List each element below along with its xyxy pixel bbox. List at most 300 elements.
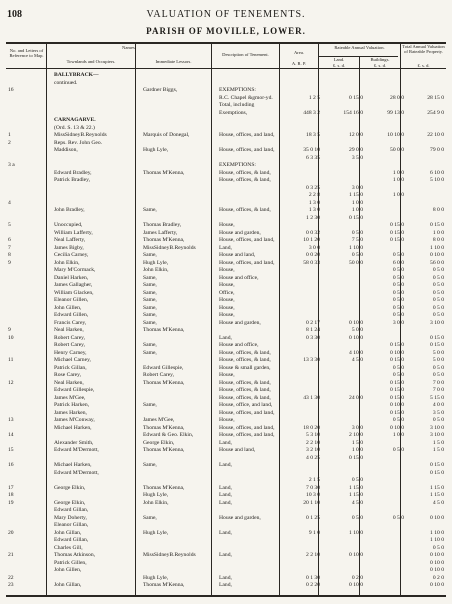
buildings-valuation: 50 0 0 <box>390 147 404 153</box>
lessor-name: Edward & Geo. Elkin, <box>143 432 194 438</box>
lessor-name: Thomas M'Kenna, <box>143 424 185 431</box>
area-value: 8 1 24 <box>306 327 320 333</box>
area-value: 58 0 33 <box>303 259 320 266</box>
occupier-name: John Bradley, <box>54 207 85 213</box>
occupier-name: Michael Harken, <box>54 462 92 468</box>
lessor-name: Gardner Biggs, <box>143 87 178 93</box>
occupier-name: Neal Harken, <box>54 327 84 333</box>
tenement-description: House & small garden, <box>219 364 271 371</box>
tenement-description: Land, <box>219 529 232 536</box>
lessor-name: Same, <box>143 297 157 303</box>
occupier-name: Edward Bradley, <box>54 169 92 176</box>
buildings-valuation: 0 15 0 <box>390 409 404 416</box>
tenement-description: House, offices, & land, <box>219 357 271 363</box>
land-valuation: 3 0 0 <box>351 424 363 431</box>
area-value: 0 3 30 <box>306 334 320 341</box>
lessor-name: Marquis of Donegal, <box>143 132 190 138</box>
table-top-rule <box>6 42 446 44</box>
land-valuation: 0 5 0 <box>351 477 363 483</box>
buildings-valuation: 3 0 0 <box>392 319 404 326</box>
occupier-name: John Gillen, <box>54 304 82 311</box>
reference-number: 19 <box>8 499 14 506</box>
tenement-description: House, offices, and land, <box>219 237 275 243</box>
tenement-description: R.C. Chapel &gmor-yd. <box>219 94 273 101</box>
occupier-name: Neal Lafferty, <box>54 237 86 243</box>
land-valuation: 7 5 0 <box>351 237 363 243</box>
total-valuation: 7 0 0 <box>432 379 444 386</box>
area-value: 7 0 30 <box>306 484 320 491</box>
header-no: No. and Letters of Reference to Map. <box>9 48 44 59</box>
buildings-valuation: 0 10 0 <box>390 349 404 356</box>
occupier-name: James Gallagher, <box>54 282 93 288</box>
reference-number: 4 <box>8 199 11 206</box>
tenement-description: House, offices, and land, <box>219 259 275 266</box>
tenement-description: House, offices, & land, <box>219 177 271 183</box>
tenement-description: House, offices, and land, <box>219 147 275 153</box>
land-valuation: 1 0 0 <box>351 199 363 206</box>
occupier-name: James Bigby, <box>54 244 84 251</box>
occupier-name: Henry Carney, <box>54 349 87 356</box>
total-valuation: 4 5 0 <box>432 499 444 506</box>
occupier-name: Michael Harken, <box>54 424 92 431</box>
occupier-name: William Glacken, <box>54 289 94 296</box>
total-valuation: 1 5 0 <box>432 447 444 453</box>
lessor-name: Same, <box>143 274 157 281</box>
reference-number: 10 <box>8 334 14 341</box>
total-valuation: 0 10 0 <box>430 567 444 573</box>
land-valuation: 4 10 0 <box>349 349 363 356</box>
tenement-description: House and garden, <box>219 229 261 236</box>
occupier-name: John Gillan, <box>54 582 82 588</box>
lessor-name: John Elkin, <box>143 267 169 273</box>
occupier-name: Mary M'Cormack, <box>54 267 96 273</box>
land-valuation: 1 0 0 <box>351 207 363 213</box>
buildings-valuation: 28 0 0 <box>390 94 404 101</box>
land-valuation: 0 15 0 <box>349 94 363 101</box>
lessor-name: Edward Gillespie, <box>143 364 184 371</box>
buildings-valuation: 0 10 0 <box>390 402 404 408</box>
total-valuation: 0 10 0 <box>430 552 444 558</box>
lessor-name: Same, <box>143 349 157 356</box>
area-value: 35 0 10 <box>303 147 320 153</box>
occupier-name: Edward M'Dermott, <box>54 469 99 476</box>
land-valuation: 0 5 0 <box>351 229 363 236</box>
header-buildings: Buildings. <box>370 57 390 62</box>
buildings-valuation: 0 10 0 <box>390 424 404 431</box>
area-value: 1 3 0 <box>308 199 320 206</box>
occupier-name: CARNAGARVE. <box>54 117 96 123</box>
occupier-name: (Ord. S. 13 & 22.) <box>54 124 95 131</box>
buildings-valuation: 0 15 0 <box>390 229 404 236</box>
total-valuation: 0 15 0 <box>430 462 444 468</box>
reference-number: 16 <box>8 87 14 93</box>
area-value: 6 3 35 <box>306 154 320 161</box>
buildings-valuation: 1 0 0 <box>392 169 404 176</box>
total-valuation: 22 10 0 <box>427 132 444 138</box>
total-valuation: 1 15 0 <box>430 492 444 498</box>
table-row <box>6 580 446 590</box>
lessor-name: Same, <box>143 252 157 258</box>
lessor-name: Thomas M'Kenna, <box>143 582 185 588</box>
lessor-name: Same, <box>143 282 157 288</box>
tenement-description: House, <box>219 282 235 288</box>
total-valuation: 0 10 0 <box>430 514 444 521</box>
occupier-name: James Harken, <box>54 409 87 416</box>
buildings-valuation: 0 15 0 <box>390 387 404 393</box>
land-valuation: 1 0 0 <box>351 447 363 453</box>
buildings-valuation: 0 5 0 <box>392 297 404 303</box>
area-value: 4 0 25 <box>306 454 320 461</box>
occupier-name: Mary Doherty, <box>54 514 87 521</box>
total-valuation: 0 5 0 <box>432 289 444 296</box>
tenement-description: House, <box>219 222 235 228</box>
lessor-name: Same, <box>143 462 157 468</box>
land-valuation: 0 5 0 <box>351 514 363 521</box>
reference-number: 6 <box>8 237 11 243</box>
total-valuation: 0 10 0 <box>430 252 444 258</box>
buildings-valuation: 1 0 0 <box>392 432 404 438</box>
reference-number: 11 <box>8 357 14 363</box>
area-value: 10 3 0 <box>306 492 320 498</box>
tenement-description: House, offices, & land, <box>219 207 271 213</box>
tenement-description: House, offices, and land, <box>219 409 275 416</box>
lessor-name: Thomas M'Kenna, <box>143 327 185 333</box>
occupier-name: Francis Carey, <box>54 319 87 326</box>
occupier-name: Edward Gillan, <box>54 507 89 513</box>
occupier-name: John Elkin, <box>54 259 80 266</box>
buildings-valuation: 0 5 0 <box>392 252 404 258</box>
tenement-description: House, offices, and land, <box>219 432 275 438</box>
occupier-name: Patrick Gillan, <box>54 364 87 371</box>
tenement-description: Land, <box>219 574 232 581</box>
total-valuation: 0 5 0 <box>432 297 444 303</box>
tenement-description: House, offices, and land, <box>219 132 275 138</box>
occupier-name: Edward M'Dermott, <box>54 447 99 453</box>
total-valuation: 0 15 0 <box>430 334 444 341</box>
tenement-description: House, <box>219 312 235 318</box>
total-valuation: 0 5 0 <box>432 544 444 551</box>
lessor-name: James Lafferty, <box>143 229 178 236</box>
occupier-name: Maddison, <box>54 147 78 153</box>
tenement-description: House, <box>219 267 235 273</box>
parish-subtitle: PARISH OF MOVILLE, LOWER. <box>146 26 306 36</box>
reference-number: 12 <box>8 379 14 386</box>
header-area: Area. <box>293 50 305 55</box>
lessor-name: Same, <box>143 342 157 348</box>
area-value: 10 1 20 <box>303 237 320 243</box>
lessor-name: Same, <box>143 319 157 326</box>
land-valuation: 29 0 0 <box>349 147 363 153</box>
reference-number: 20 <box>8 529 14 536</box>
lessor-name: John Elkin, <box>143 499 169 506</box>
tenement-description: Land, <box>219 244 232 251</box>
tenement-description: House and land, <box>219 252 256 258</box>
tenement-description: EXEMPTIONS: <box>219 87 256 93</box>
occupier-name: Edward Gillan, <box>54 537 89 543</box>
reference-number: 7 <box>8 244 11 251</box>
reference-number: 21 <box>8 552 14 558</box>
area-value: 2 1 5 <box>308 477 320 483</box>
area-value: 1 3 0 <box>308 207 320 213</box>
land-valuation: 0 10 0 <box>349 582 363 588</box>
land-valuation: 50 0 0 <box>349 259 363 266</box>
area-value: 13 3 30 <box>303 357 320 363</box>
area-value: 18 0 20 <box>303 424 320 431</box>
occupier-name: Patrick Gillen, <box>54 559 87 566</box>
tenement-description: House and land, <box>219 447 256 453</box>
tenement-description: House, offices, & land, <box>219 387 271 393</box>
tenement-description: EXEMPTIONS: <box>219 162 256 168</box>
header-description: Description of Tenement. <box>222 52 269 57</box>
lessor-name: Thomas M'Kenna, <box>143 169 185 176</box>
header-rateable: Rateable Annual Valuation. <box>334 45 385 50</box>
land-valuation: 1 5 0 <box>351 439 363 446</box>
area-value: 1 2 5 <box>308 94 320 101</box>
area-value: 0 1 30 <box>306 574 320 581</box>
page-title: VALUATION OF TENEMENTS. <box>146 9 306 20</box>
buildings-valuation: 0 5 0 <box>392 312 404 318</box>
land-valuation: 24 0 0 <box>349 394 363 401</box>
lessor-name: MissSidneyB.Reynolds <box>143 552 196 558</box>
reference-number: 9 <box>8 259 11 266</box>
total-valuation: 5 0 0 <box>432 349 444 356</box>
lessor-name: Same, <box>143 402 157 408</box>
buildings-valuation: 0 15 0 <box>390 379 404 386</box>
tenement-description: House and office, <box>219 342 259 348</box>
total-valuation: 0 15 0 <box>430 469 444 476</box>
total-valuation: 3 10 0 <box>430 424 444 431</box>
land-valuation: 1 10 0 <box>349 529 363 536</box>
buildings-valuation: 0 15 0 <box>390 357 404 363</box>
tenement-description: House, offices, & land, <box>219 349 271 356</box>
reference-number: 14 <box>8 432 14 438</box>
header-lessors: Immediate Lessors. <box>155 59 192 64</box>
total-valuation: 0 10 0 <box>430 582 444 588</box>
total-valuation: 0 5 0 <box>432 274 444 281</box>
total-valuation: 3 10 0 <box>430 319 444 326</box>
lessor-name: MissSidneyB.Reynolds <box>143 244 196 251</box>
lessor-name: Same, <box>143 289 157 296</box>
area-value: 0 3 25 <box>306 184 320 191</box>
total-valuation: 0 10 0 <box>430 559 444 566</box>
occupier-name: Unoccupied, <box>54 222 83 228</box>
total-valuation: 5 10 0 <box>430 177 444 183</box>
total-valuation: 1 10 0 <box>430 537 444 543</box>
occupier-name: James M'Gee, <box>54 394 86 401</box>
total-valuation: 3 5 0 <box>432 409 444 416</box>
lessor-name: George Elkin, <box>143 439 175 446</box>
total-valuation: 8 0 0 <box>432 207 444 213</box>
tenement-description: Exemptions, <box>219 109 248 116</box>
occupier-name: Michael Carney, <box>54 357 91 363</box>
occupier-name: William Lafferty, <box>54 229 93 236</box>
area-value: 2 2 10 <box>306 552 320 558</box>
lessor-name: Same, <box>143 207 157 213</box>
tenement-description: House and garden, <box>219 319 261 326</box>
total-valuation: 0 5 0 <box>432 372 444 378</box>
tenement-description: House, <box>219 417 235 423</box>
area-value: 20 1 10 <box>303 499 320 506</box>
buildings-valuation: 0 5 0 <box>392 417 404 423</box>
occupier-name: Neal Harken, <box>54 379 84 386</box>
reference-number: 2 <box>8 139 11 146</box>
reference-number: 17 <box>8 484 14 491</box>
area-value: 0 2 20 <box>306 582 320 588</box>
total-valuation: 8 0 0 <box>432 237 444 243</box>
lessor-name: Hugh Lyle, <box>143 529 169 536</box>
reference-number: 13 <box>8 417 14 423</box>
land-valuation: 154 16 0 <box>343 109 363 116</box>
land-valuation: 4 5 0 <box>351 499 363 506</box>
area-value: 43 1 30 <box>303 394 320 401</box>
lessor-name: Hugh Lyle, <box>143 574 169 581</box>
header-names: Names. <box>122 45 136 50</box>
area-value: 2 2 10 <box>306 439 320 446</box>
valuation-table-body <box>6 70 446 594</box>
header-buildings-units: £. s. d. <box>373 63 387 68</box>
lessor-name: Thomas M'Kenna, <box>143 379 185 386</box>
occupier-name: Thomas Atkinson, <box>54 552 96 558</box>
total-valuation: 1 0 0 <box>432 229 444 236</box>
land-valuation: 0 10 0 <box>349 552 363 558</box>
header-land: Land. <box>333 57 345 62</box>
total-valuation: 5 0 0 <box>432 357 444 363</box>
buildings-valuation: 0 5 0 <box>392 372 404 378</box>
land-valuation: 0 5 0 <box>351 252 363 258</box>
lessor-name: Hugh Lyle, <box>143 492 169 498</box>
total-valuation: 0 2 0 <box>432 574 444 581</box>
tenement-description: Land, <box>219 499 232 506</box>
land-valuation: 0 10 0 <box>349 319 363 326</box>
area-value: 0 2 17 <box>306 319 320 326</box>
reference-number: 15 <box>8 447 14 453</box>
tenement-description: House and garden, <box>219 514 261 521</box>
total-valuation: 0 15 0 <box>430 222 444 228</box>
occupier-name: Robert Carey, <box>54 342 86 348</box>
occupier-name: Rose Carey, <box>54 372 81 378</box>
lessor-name: Same, <box>143 312 157 318</box>
reference-number: 9 <box>8 327 11 333</box>
total-valuation: 4 0 0 <box>432 402 444 408</box>
lessor-name: Thomas Bradley, <box>143 222 182 228</box>
total-valuation: 56 0 0 <box>430 259 444 266</box>
lessor-name: James M'Gee, <box>143 417 175 423</box>
occupier-name: Eleanor Gillen, <box>54 297 89 303</box>
area-value: 0 0 20 <box>306 252 320 258</box>
total-valuation: 0 5 0 <box>432 364 444 371</box>
occupier-name: Alexander Smith, <box>54 439 94 446</box>
occupier-name: Edward Gillespie, <box>54 387 95 393</box>
total-valuation: 0 15 0 <box>430 342 444 348</box>
lessor-name: Robert Carey, <box>143 372 175 378</box>
occupier-name: Daniel Harken, <box>54 274 89 281</box>
table-bottom-rule <box>6 595 446 597</box>
tenement-description: Office, <box>219 289 235 296</box>
area-value: 0 1 25 <box>306 514 320 521</box>
total-valuation: 79 0 0 <box>430 147 444 153</box>
buildings-valuation: 0 5 0 <box>392 289 404 296</box>
total-valuation: 1 15 0 <box>430 484 444 491</box>
page-number: 108 <box>7 9 22 20</box>
header-land-units: £. s. d. <box>332 63 346 68</box>
tenement-description: House, <box>219 297 235 303</box>
area-value: 3 0 0 <box>308 244 320 251</box>
buildings-valuation: 99 13 0 <box>387 109 404 116</box>
total-valuation: 0 5 0 <box>432 267 444 273</box>
land-valuation: 0 15 0 <box>349 214 363 221</box>
header-area-units: A. R. P. <box>291 61 307 66</box>
total-valuation: 6 10 0 <box>430 169 444 176</box>
tenement-description: Land, <box>219 439 232 446</box>
tenement-description: House, office, and land, <box>219 402 273 408</box>
tenement-description: House, <box>219 304 235 311</box>
reference-number: 8 <box>8 252 11 258</box>
tenement-description: Land, <box>219 334 232 341</box>
buildings-valuation: 0 5 0 <box>392 514 404 521</box>
reference-number: 3 a <box>8 162 15 168</box>
buildings-valuation: 0 5 0 <box>392 447 404 453</box>
total-valuation: 5 15 0 <box>430 394 444 401</box>
occupier-name: James M'Conway, <box>54 417 95 423</box>
area-value: 448 3 2 <box>303 109 320 116</box>
occupier-name: Patrick Harken, <box>54 402 90 408</box>
occupier-name: Reps. Rev. John Geo. <box>54 139 103 146</box>
area-value: 18 3 5 <box>306 132 320 138</box>
area-value: 0 0 32 <box>306 229 320 236</box>
area-value: 1 2 30 <box>306 214 320 221</box>
total-valuation: 0 5 0 <box>432 312 444 318</box>
buildings-valuation: 1 0 0 <box>392 192 404 198</box>
buildings-valuation: 0 5 0 <box>392 304 404 311</box>
area-value: 3 2 10 <box>306 447 320 453</box>
tenement-description: House and office, <box>219 274 259 281</box>
land-valuation: 0 2 0 <box>351 574 363 581</box>
buildings-valuation: 0 15 0 <box>390 342 404 348</box>
land-valuation: 1 15 0 <box>349 192 363 198</box>
occupier-name: MissSidneyB.Reynolds <box>54 132 107 138</box>
tenement-description: Land, <box>219 552 232 558</box>
occupier-name: Charles Gill, <box>54 544 83 551</box>
buildings-valuation: 0 5 0 <box>392 282 404 288</box>
reference-number: 18 <box>8 492 14 498</box>
land-valuation: 1 15 0 <box>349 484 363 491</box>
reference-number: 5 <box>8 222 11 228</box>
total-valuation: 1 10 0 <box>430 244 444 251</box>
occupier-name: Robert Carey, <box>54 334 86 341</box>
land-valuation: 1 15 0 <box>349 492 363 498</box>
tenement-description: Land, <box>219 484 232 491</box>
reference-number: 22 <box>8 574 14 581</box>
land-valuation: 0 10 0 <box>349 334 363 341</box>
occupier-name: BALLYBRACK— <box>54 72 99 78</box>
land-valuation: 1 10 0 <box>349 244 363 251</box>
buildings-valuation: 0 5 0 <box>392 274 404 281</box>
lessor-name: Hugh Lyle, <box>143 259 169 266</box>
land-valuation: 3 5 0 <box>351 154 363 161</box>
buildings-valuation: 1 0 0 <box>392 177 404 183</box>
total-valuation: 0 5 0 <box>432 282 444 288</box>
header-total-units: £. s. d. <box>417 63 430 68</box>
area-value: 9 1 0 <box>308 529 320 536</box>
tenement-description: House, offices, & land, <box>219 379 271 386</box>
reference-number: 1 <box>8 132 11 138</box>
occupier-name: Patrick Bradley, <box>54 177 90 183</box>
reference-number: 16 <box>8 462 14 468</box>
header-total: Total Annual Valuation of Rateable Property. <box>402 44 445 55</box>
occupier-name: Eleanor Gillan, <box>54 522 89 528</box>
area-value: 5 3 10 <box>306 432 320 438</box>
total-valuation: 7 0 0 <box>432 387 444 393</box>
